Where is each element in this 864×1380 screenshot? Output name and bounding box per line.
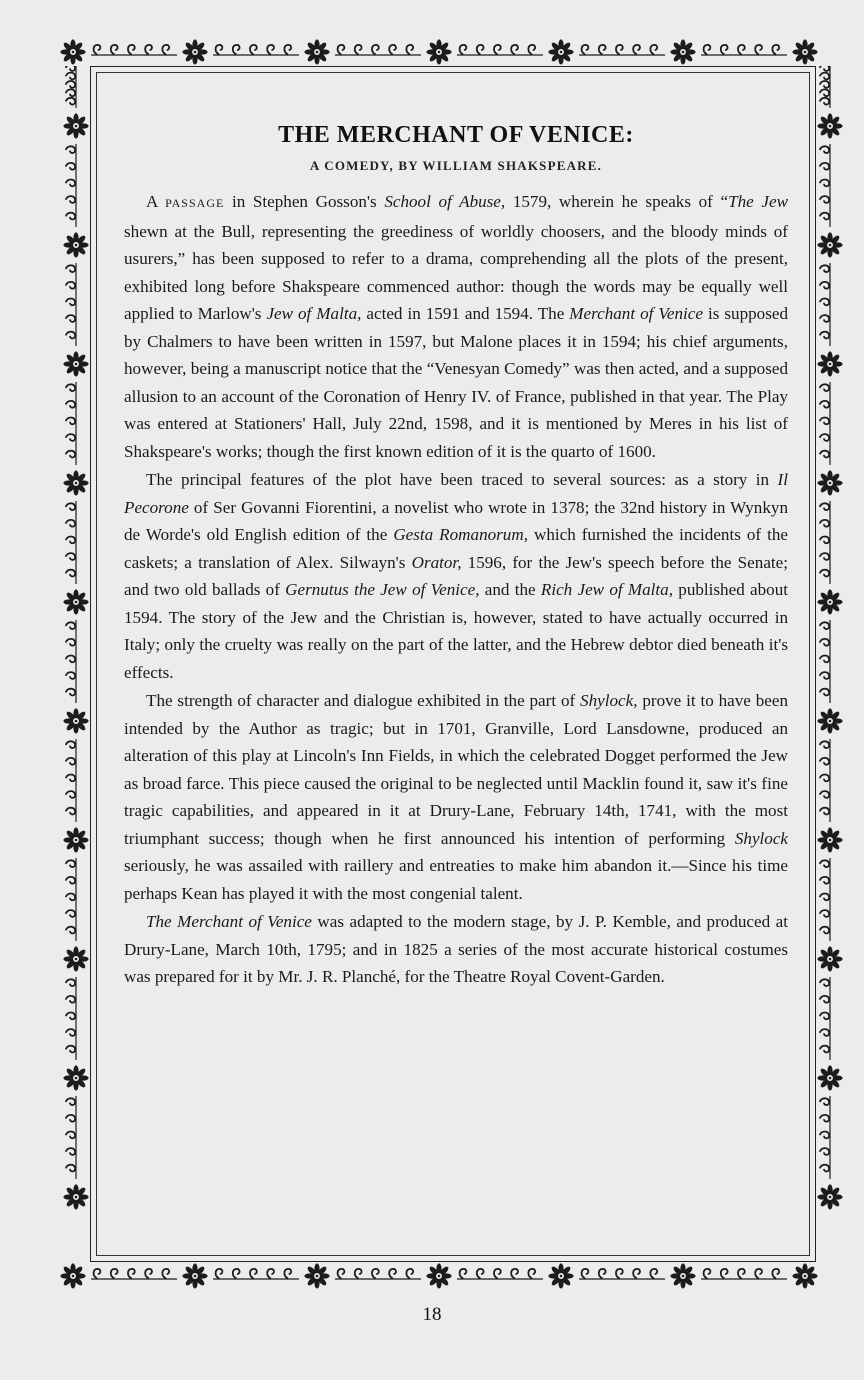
scroll-ornament bbox=[66, 501, 76, 584]
rosette-ornament bbox=[63, 827, 88, 852]
italic-title: School of Abuse, bbox=[384, 192, 506, 211]
rosette-ornament bbox=[792, 39, 817, 64]
rosette-ornament bbox=[182, 1263, 207, 1288]
text-run: of Ser Govanni Fiorentini, a novelist who wrote in 1378; the 32nd history in Wynkyn de Worde's old English edition of the bbox=[124, 497, 788, 544]
scroll-ornament bbox=[91, 1269, 177, 1279]
text-run: and the bbox=[479, 580, 541, 599]
paragraph-1 bbox=[124, 188, 788, 465]
rosette-ornament bbox=[60, 1263, 85, 1288]
italic-title: Rich Jew of Malta, bbox=[540, 580, 673, 599]
text-run: seriously, he was assailed with raillery and entreaties to make him abandon it.—Since his time perhaps Kean has played it with the most congenial talent. bbox=[124, 856, 788, 903]
paragraph-2 bbox=[124, 466, 788, 686]
page-content bbox=[124, 118, 788, 991]
scroll-ornament bbox=[820, 620, 830, 703]
scroll-ornament bbox=[335, 45, 421, 55]
scroll-ornament bbox=[66, 977, 76, 1060]
ornamental-border-right bbox=[812, 66, 848, 1262]
scroll-ornament bbox=[66, 263, 76, 346]
play-subtitle: A COMEDY, BY WILLIAM SHAKSPEARE. bbox=[309, 158, 603, 173]
scroll-ornament bbox=[457, 45, 543, 55]
rosette-ornament bbox=[63, 946, 88, 971]
scroll-ornament bbox=[66, 739, 76, 822]
rosette-ornament bbox=[63, 708, 88, 733]
rosette-ornament bbox=[63, 1184, 88, 1209]
ornamental-border-top bbox=[58, 34, 848, 70]
scroll-ornament bbox=[66, 858, 76, 941]
rosette-ornament bbox=[817, 827, 842, 852]
scroll-ornament bbox=[66, 382, 76, 465]
scroll-ornament bbox=[701, 45, 787, 55]
rosette-ornament bbox=[548, 1263, 573, 1288]
lead-small-caps: PASSAGE bbox=[165, 196, 225, 210]
scroll-ornament bbox=[820, 501, 830, 584]
italic-title: Il Pecorone bbox=[124, 470, 788, 517]
rosette-ornament bbox=[817, 708, 842, 733]
scroll-ornament bbox=[701, 1269, 787, 1279]
scroll-ornament bbox=[820, 1096, 830, 1179]
scroll-ornament bbox=[820, 382, 830, 465]
text-run: The principal features of the plot have been traced to several sources: as a story in bbox=[146, 470, 778, 489]
text-run: was adapted to the modern stage, by J. P. Kemble, and produced at Drury-Lane, March 10th, 1795; and in 1825 a series of the most accurate historical costumes was prepared for it by Mr. J. R. Planché, for the Theatre Royal Covent-Garden. bbox=[124, 912, 788, 986]
rosette-ornament bbox=[670, 1263, 695, 1288]
rosette-ornament bbox=[548, 39, 573, 64]
rosette-ornament bbox=[182, 39, 207, 64]
rosette-ornament bbox=[63, 232, 88, 257]
text-run: is supposed by Chalmers to have been written in 1597, but Malone places it in 1594; his chief arguments, however, being a manuscript notice that the “Venesyan Comedy” was then acted, and a supposed allusion to an account of the Coronation of Henry IV. of France, published in that year. The Play was entered at Stationers' Hall, July 22nd, 1598, and it is mentioned by Meres in his list of Shakspeare's works; though the first known edition of it is the quarto of 1600. bbox=[124, 304, 788, 461]
italic-title: Jew of Malta, bbox=[266, 304, 362, 323]
text-run: 1579, wherein he speaks of “ bbox=[505, 192, 729, 211]
rosette-ornament bbox=[63, 351, 88, 376]
ornamental-border-bottom bbox=[58, 1258, 848, 1294]
rosette-ornament bbox=[792, 1263, 817, 1288]
italic-title: Gernutus the Jew of Venice, bbox=[285, 580, 480, 599]
scroll-ornament bbox=[213, 45, 299, 55]
scroll-ornament bbox=[66, 66, 76, 108]
italic-title: Shylock, bbox=[580, 691, 638, 710]
text-run: shewn at the Bull, representing the greediness of worldly choosers, and the bloody minds of usurers,” has been supposed to refer to a drama, comprehending all the plots of the present, exhibited long before Shakspeare commenced author: though the words may be equally well applied to Marlow's bbox=[124, 221, 788, 323]
rosette-ornament bbox=[426, 39, 451, 64]
text-run: 1596, for the Jew's speech before the Senate; and two old ballads of bbox=[124, 552, 788, 599]
scroll-ornament bbox=[335, 1269, 421, 1279]
play-title: THE MERCHANT OF VENICE: bbox=[278, 122, 634, 148]
ornamental-border-left bbox=[58, 66, 94, 1262]
scroll-ornament bbox=[820, 977, 830, 1060]
rosette-ornament bbox=[817, 113, 842, 138]
text-run: in Stephen Gosson's bbox=[224, 192, 385, 211]
rosette-ornament bbox=[817, 589, 842, 614]
italic-title: The Merchant of Venice bbox=[146, 912, 312, 931]
scroll-ornament bbox=[820, 66, 830, 108]
rosette-ornament bbox=[304, 39, 329, 64]
scroll-ornament bbox=[820, 858, 830, 941]
scroll-ornament bbox=[213, 1269, 299, 1279]
italic-title: Shylock bbox=[734, 828, 788, 848]
italic-title: Orator, bbox=[411, 552, 462, 572]
rosette-ornament bbox=[817, 1065, 842, 1090]
rosette-ornament bbox=[426, 1263, 451, 1288]
lead-initial: A bbox=[146, 192, 158, 211]
rosette-ornament bbox=[817, 470, 842, 495]
text-run: The strength of character and dialogue exhibited in the part of bbox=[146, 691, 581, 710]
scroll-ornament bbox=[91, 45, 177, 55]
scroll-ornament bbox=[820, 144, 830, 227]
italic-title: Gesta Romanorum, bbox=[393, 525, 528, 544]
italic-title: The Jew bbox=[728, 192, 788, 211]
page-number: 18 bbox=[422, 1304, 442, 1325]
rosette-ornament bbox=[63, 589, 88, 614]
italic-title: Merchant of Venice bbox=[569, 304, 703, 323]
rosette-ornament bbox=[63, 1065, 88, 1090]
scroll-ornament bbox=[66, 1096, 76, 1179]
rosette-ornament bbox=[304, 1263, 329, 1288]
text-run: prove it to have been intended by the Author as tragic; but in 1701, Granville, Lord Lansdowne, produced an alteration of this play at Lincoln's Inn Fields, in which the celebrated Dogget performed the Jew as broad farce. This piece caused the original to be neglected until Macklin found it, saw it's fine tragic capabilities, and appeared in it at Drury-Lane, February 14th, 1741, with the most triumphant success; though when he first announced his intention of performing bbox=[124, 691, 789, 848]
scroll-ornament bbox=[457, 1269, 543, 1279]
rosette-ornament bbox=[63, 113, 88, 138]
scroll-ornament bbox=[579, 45, 665, 55]
paragraph-4 bbox=[124, 908, 788, 991]
scroll-ornament bbox=[820, 739, 830, 822]
rosette-ornament bbox=[60, 39, 85, 64]
rosette-ornament bbox=[817, 351, 842, 376]
text-run: which furnished the incidents of the caskets; a translation of Alex. Silwayn's bbox=[124, 525, 788, 572]
text-run: acted in 1591 and 1594. The bbox=[361, 304, 570, 323]
paragraph-3 bbox=[124, 687, 788, 907]
text-run: published about 1594. The story of the Jew and the Christian is, however, stated to have actually occurred in Italy; only the cruelty was really on the part of the latter, and the Hebrew debtor died beneath it's effects. bbox=[124, 580, 788, 682]
scroll-ornament bbox=[579, 1269, 665, 1279]
rosette-ornament bbox=[817, 1184, 842, 1209]
rosette-ornament bbox=[817, 946, 842, 971]
scroll-ornament bbox=[820, 263, 830, 346]
scroll-ornament bbox=[66, 620, 76, 703]
rosette-ornament bbox=[63, 470, 88, 495]
scroll-ornament bbox=[66, 144, 76, 227]
rosette-ornament bbox=[817, 232, 842, 257]
rosette-ornament bbox=[670, 39, 695, 64]
